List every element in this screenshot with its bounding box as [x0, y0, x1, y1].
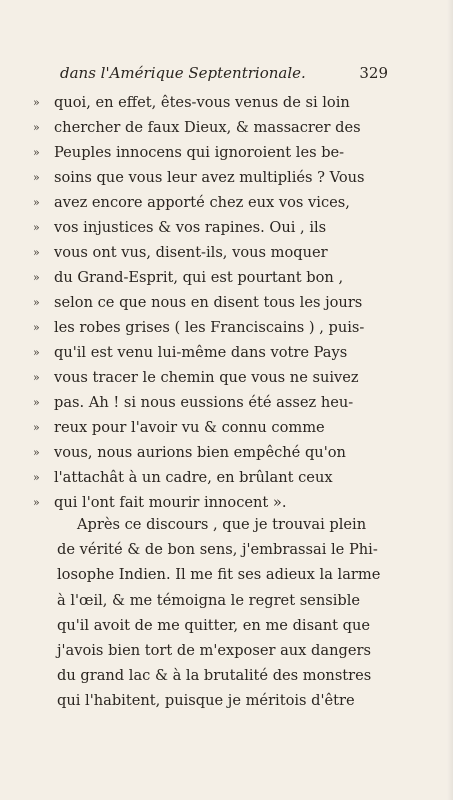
guillemet-mark: »	[33, 246, 40, 259]
quoted-line-text: pas. Ah ! si nous eussions été assez heu-	[54, 394, 354, 411]
page-gutter-shadow	[447, 0, 453, 800]
guillemet-mark: »	[33, 446, 40, 459]
quoted-line-text: selon ce que nous en disent tous les jours	[54, 294, 363, 311]
guillemet-mark: »	[33, 396, 40, 409]
paragraph-line: losophe Indien. Il me fit ses adieux la larme	[57, 566, 381, 584]
guillemet-mark: »	[33, 321, 40, 334]
quoted-line	[33, 292, 362, 314]
quoted-line-text: reux pour l'avoir vu & connu comme	[54, 419, 325, 436]
quoted-line-text: soins que vous leur avez multipliés ? Vous	[54, 169, 365, 186]
quoted-line	[33, 467, 333, 489]
quoted-line-text: quoi, en effet, êtes-vous venus de si loin	[54, 94, 350, 111]
quoted-line	[33, 342, 347, 364]
paragraph-line: Après ce discours , que je trouvai plein	[77, 516, 367, 533]
quoted-line	[33, 492, 287, 514]
quoted-line	[33, 117, 361, 139]
quoted-line-text: vous, nous aurions bien empêché qu'on	[54, 444, 346, 461]
paragraph-line: qu'il avoit de me quitter, en me disant que	[57, 616, 371, 634]
paragraph-line: de vérité & de bon sens, j'embrassai le Phi-	[57, 541, 378, 559]
guillemet-mark: »	[33, 146, 40, 159]
guillemet-mark: »	[33, 371, 40, 384]
guillemet-mark: »	[33, 121, 40, 134]
guillemet-mark: »	[33, 471, 40, 484]
guillemet-mark: »	[33, 496, 40, 509]
guillemet-mark: »	[33, 271, 40, 284]
quoted-line-text: qu'il est venu lui-même dans votre Pays	[54, 344, 348, 361]
quoted-line	[33, 317, 364, 339]
paragraph-line: à l'œil, & me témoigna le regret sensible	[57, 591, 361, 609]
paragraph-line: qui l'habitent, puisque je méritois d'être	[57, 692, 355, 710]
paragraph-line: j'avois bien tort de m'exposer aux dangers	[57, 641, 371, 659]
guillemet-mark: »	[33, 171, 40, 184]
quoted-line	[33, 192, 350, 214]
quoted-line-text: du Grand-Esprit, qui est pourtant bon ,	[54, 269, 344, 286]
quoted-line-text: Peuples innocens qui ignoroient les be-	[54, 144, 345, 161]
guillemet-mark: »	[33, 221, 40, 234]
quoted-line	[33, 367, 359, 389]
quoted-line	[33, 217, 326, 239]
quoted-line-text: vous ont vus, disent-ils, vous moquer	[54, 244, 328, 261]
guillemet-mark: »	[33, 421, 40, 434]
quoted-line	[33, 267, 343, 289]
quoted-line	[33, 92, 350, 114]
quoted-line	[33, 417, 325, 439]
quoted-line-text: vous tracer le chemin que vous ne suivez	[54, 369, 359, 386]
running-title: dans l'Amérique Septentrionale.	[60, 64, 306, 82]
quoted-line	[33, 392, 353, 414]
running-header	[60, 64, 388, 88]
quoted-line-text: avez encore apporté chez eux vos vices,	[54, 194, 350, 211]
quoted-line	[33, 242, 328, 264]
page-number: 329	[359, 64, 388, 82]
guillemet-mark: »	[33, 346, 40, 359]
quoted-line	[33, 167, 365, 189]
guillemet-mark: »	[33, 196, 40, 209]
guillemet-mark: »	[33, 296, 40, 309]
guillemet-mark: »	[33, 96, 40, 109]
paragraph-line: du grand lac & à la brutalité des monstres	[57, 667, 372, 685]
quoted-line	[33, 142, 344, 164]
quoted-line-text: vos injustices & vos rapines. Oui , ils	[54, 219, 327, 236]
quoted-line	[33, 442, 346, 464]
quoted-line-text: l'attachât à un cadre, en brûlant ceux	[54, 469, 333, 486]
narrative-paragraph	[57, 512, 389, 714]
quoted-line-text: qui l'ont fait mourir innocent ».	[54, 494, 287, 511]
quoted-line-text: les robes grises ( les Franciscains ) , puis-	[54, 319, 365, 336]
quoted-line-text: chercher de faux Dieux, & massacrer des	[54, 119, 361, 136]
